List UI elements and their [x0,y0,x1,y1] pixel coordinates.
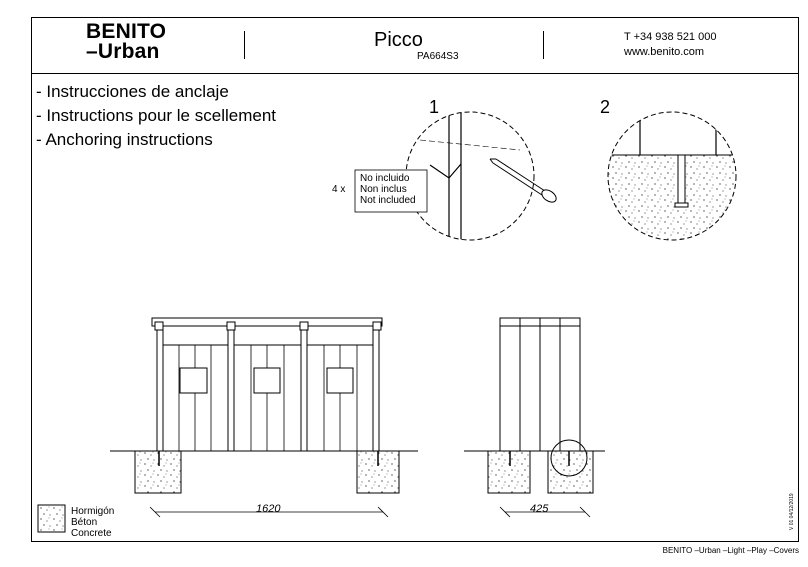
detail-2-circle [600,100,750,255]
depth-dimension: 425 [530,503,549,515]
step-number-2: 2 [600,97,611,117]
product-code: PA664S3 [417,51,459,62]
detail-1-circle [406,100,558,250]
note-line-es: No incluido [360,173,410,184]
brand-line-2: –Urban [86,40,160,63]
instruction-en: - Anchoring instructions [36,130,213,149]
product-name: Picco [374,29,423,51]
width-dimension: 1620 [256,503,281,515]
legend-text [71,506,114,539]
legend-line-en: Concrete [71,528,112,539]
contact-web: www.benito.com [624,46,705,58]
concrete-swatch [38,505,65,532]
footer-brands: BENITO –Urban –Light –Play –Covers [662,546,799,555]
instruction-fr: - Instructions pour le scellement [36,106,276,125]
note-quantity: 4 x [332,184,346,195]
contact-phone: T +34 938 521 000 [624,31,717,43]
legend-line-es: Hormigón [71,506,115,517]
step-number-1: 1 [429,97,440,117]
front-elevation [110,318,418,517]
instruction-es: - Instrucciones de anclaje [36,82,229,101]
legend-line-fr: Béton [71,517,98,528]
side-elevation [464,318,605,517]
note-line-en: Not included [360,195,416,206]
note-line-fr: Non inclus [360,184,407,195]
version-stamp: V 01 04/12/2019 [789,493,795,530]
note-text [360,173,416,206]
brand-line-1: BENITO [86,20,167,43]
